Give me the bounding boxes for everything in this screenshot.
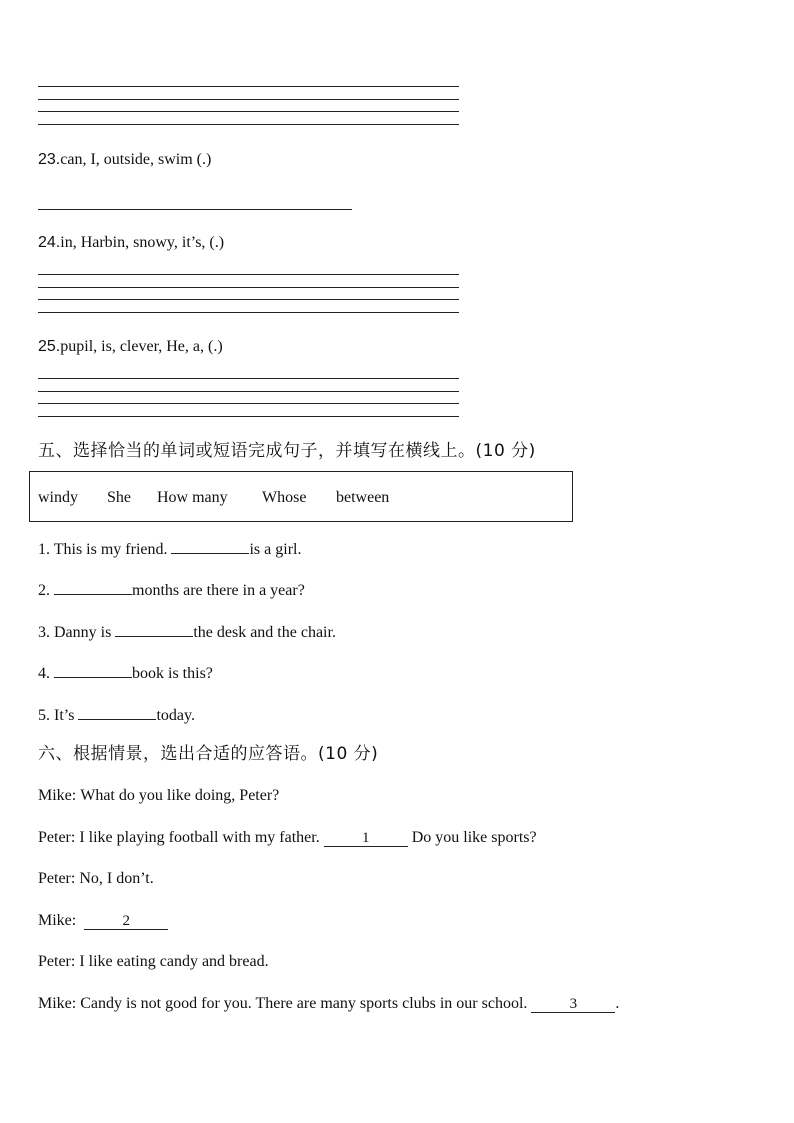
answer-line [38,287,459,288]
answer-line [38,312,459,313]
question-24 [38,233,224,253]
word-bank-item: Whose [262,489,307,506]
speaker: Peter: [38,829,76,846]
fill-blank[interactable] [54,578,132,595]
answer-line [38,391,459,392]
fill-item-5: 5. It’s today. [38,703,195,726]
section6-heading: 六、根据情景，选出合适的应答语。(10 分) [38,744,379,764]
answer-line [38,124,459,125]
fill-blank[interactable] [171,537,249,554]
question-number: 25. [38,338,61,355]
word-bank-item: She [107,489,131,506]
question-text: in, Harbin, snowy, it’s, (.) [60,234,225,251]
fill-blank[interactable] [115,620,193,637]
question-number: 24. [38,234,61,251]
question-number: 23. [38,151,61,168]
dialogue-line [38,911,168,931]
dialogue-line: Mike: What do you like doing, Peter? [38,787,280,804]
fill-item-4: 4. book is this? [38,661,213,684]
answer-blank-2[interactable]: 2 [84,913,168,930]
question-text: can, I, outside, swim (.) [60,151,212,168]
speaker: Mike: [38,912,77,929]
dialogue-line: Peter: I like playing football with my father. 1 Do you like sports? [38,829,537,846]
answer-blank-1[interactable]: 1 [324,830,408,847]
speaker: Mike: [38,787,77,804]
answer-line [38,86,459,87]
fill-item-3: 3. Danny is the desk and the chair. [38,620,336,643]
section5-heading: 五、选择恰当的单词或短语完成句子，并填写在横线上。(10 分) [38,441,536,461]
speaker: Peter: [38,870,76,887]
speaker: Peter: [38,953,76,970]
word-bank-item: windy [38,489,78,506]
answer-line [38,403,459,404]
word-bank-item: How many [157,489,228,506]
answer-line [38,274,459,275]
fill-blank[interactable] [54,661,132,678]
fill-item-1: 1. This is my friend. is a girl. [38,537,301,560]
fill-blank[interactable] [78,703,156,720]
answer-line [38,111,459,112]
fill-item-2: 2. months are there in a year? [38,578,305,601]
answer-line[interactable] [38,209,352,210]
answer-line [38,299,459,300]
question-text: pupil, is, clever, He, a, (.) [60,338,223,355]
answer-blank-3[interactable]: 3 [531,996,615,1013]
answer-line [38,378,459,379]
answer-line [38,99,459,100]
word-bank [29,471,573,522]
dialogue-line: Peter: I like eating candy and bread. [38,953,269,970]
dialogue-line: Peter: No, I don’t. [38,870,154,887]
question-23 [38,150,211,170]
speaker: Mike: [38,995,77,1012]
dialogue-line: Mike: Candy is not good for you. There are many sports clubs in our school. 3 . [38,995,620,1012]
word-bank-item: between [336,489,390,506]
question-25 [38,337,223,357]
answer-line [38,416,459,417]
